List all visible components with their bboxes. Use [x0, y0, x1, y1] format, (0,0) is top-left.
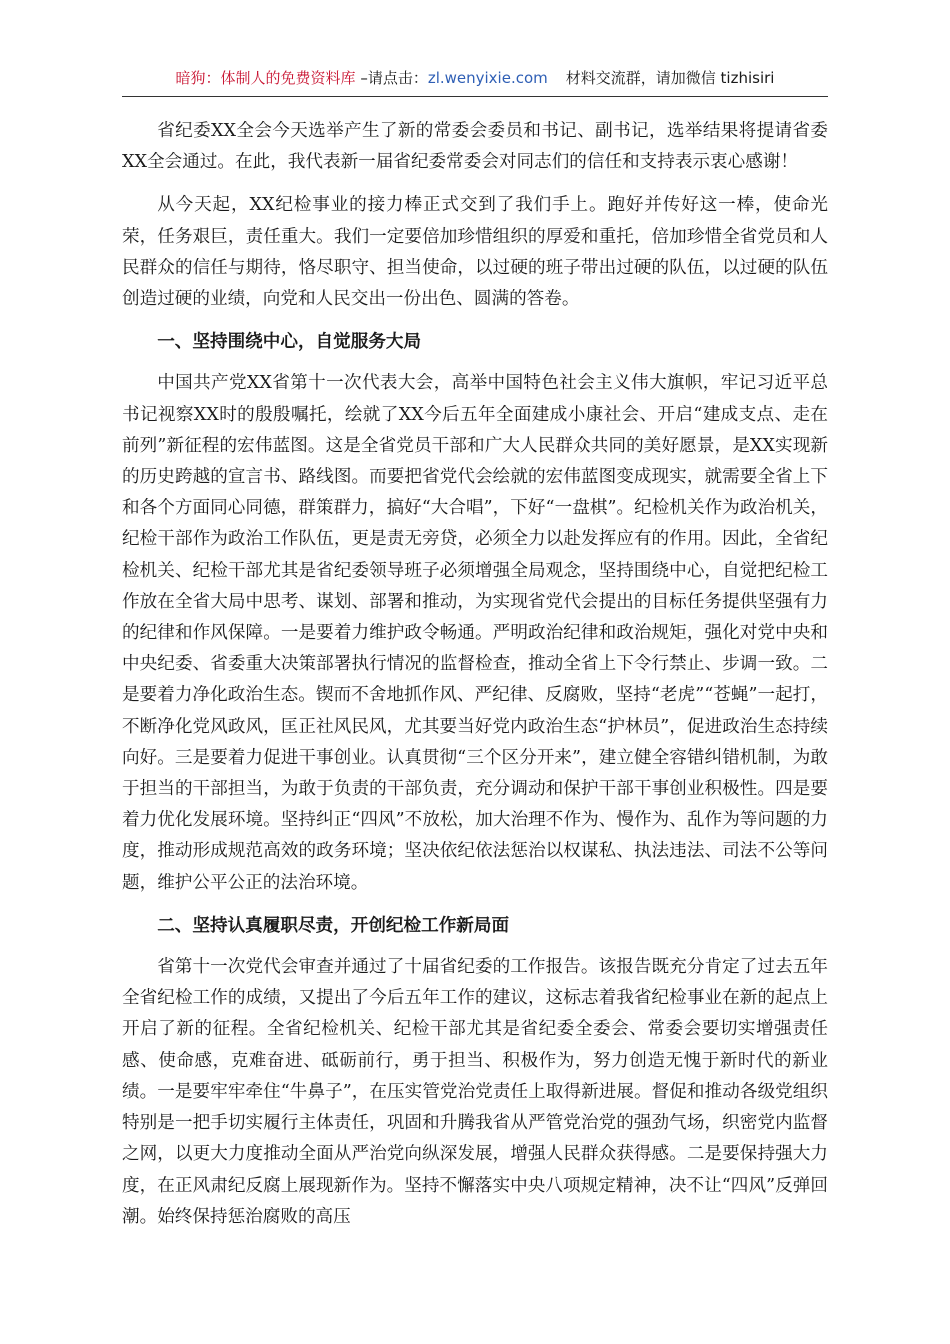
page-header [122, 66, 828, 97]
header-brand: 暗狗：体制人的免费资料库 [175, 69, 356, 87]
section-heading-2: 二、坚持认真履职尽责，开创纪检工作新局面 [157, 915, 510, 936]
section-1-paragraph: 中国共产党XX省第十一次代表大会，高举中国特色社会主义伟大旗帜，牢记习近平总书记视察XX时的殷殷嘱托，绘就了XX今后五年全面建成小康社会、开启“建成支点、走在前列”新征程的宏伟蓝图。这是全省党员干部和广大人民群众共同的美好愿景，是XX实现新的历史跨越的宣言书、路线图。而要把省党代会绘就的宏伟蓝图变成现实，就需要全省上下和各个方面同心同德，群策群力，搞好“大合唱”，下好“一盘棋”。纪检机关作为政治机关，纪检干部作为政治工作队伍，更是责无旁贷，必须全力以赴发挥应有的作用。因此，全省纪检机关、纪检干部尤其是省纪委领导班子必须增强全局观念，坚持围绕中心，自觉把纪检工作放在全省大局中思考、谋划、部署和推动，为实现省党代会提出的目标任务提供坚强有力的纪律和作风保障。一是要着力维护政令畅通。严明政治纪律和政治规矩，强化对党中央和中央纪委、省委重大决策部署执行情况的监督检查，推动全省上下令行禁止、步调一致。二是要着力净化政治生态。锲而不舍地抓作风、严纪律、反腐败，坚持“老虎”“苍蝇”一起打，不断净化党风政风，匡正社风民风，尤其要当好党内政治生态“护林员”，促进政治生态持续向好。三是要着力促进干事创业。认真贯彻“三个区分开来”，建立健全容错纠错机制，为敢于担当的干部担当，为敢于负责的干部负责，充分调动和保护干部干事创业积极性。四是要着力优化发展环境。坚持纠正“四风”不放松，加大治理不作为、慢作为、乱作为等问题的力度，推动形成规范高效的政务环境；坚决依纪依法惩治以权谋私、执法违法、司法不公等问题，维护公平公正的法治环境。 [122, 373, 828, 893]
header-prompt: –请点击： [355, 69, 428, 87]
section-2-paragraph: 省第十一次党代会审查并通过了十届省纪委的工作报告。该报告既充分肯定了过去五年全省纪检工作的成绩，又提出了今后五年工作的建议，这标志着我省纪检事业在新的起点上开启了新的征程。全省纪检机关、纪检干部尤其是省纪委全委会、常委会要切实增强责任感、使命感，克难奋进、砥砺前行，勇于担当、积极作为，努力创造无愧于新时代的新业绩。一是要牢牢牵住“牛鼻子”，在压实管党治党责任上取得新进展。督促和推动各级党组织特别是一把手切实履行主体责任，巩固和升腾我省从严管党治党的强劲气场，织密党内监督之网，以更大力度推动全面从严治党向纵深发展，增强人民群众获得感。二是要保持强大力度，在正风肃纪反腐上展现新作为。坚持不懈落实中央八项规定精神，决不让“四风”反弹回潮。始终保持惩治腐败的高压 [122, 957, 828, 1227]
header-contact: 材料交流群，请加微信 tizhisiri [565, 69, 775, 87]
header-link[interactable]: zl.wenyixie.com [427, 69, 548, 87]
intro-paragraph-2: 从今天起，XX纪检事业的接力棒正式交到了我们手上。跑好并传好这一棒，使命光荣，任务艰巨，责任重大。我们一定要倍加珍惜组织的厚爱和重托，倍加珍惜全省党员和人民群众的信任与期待，恪尽职守、担当使命，以过硬的班子带出过硬的队伍，以过硬的队伍创造过硬的业绩，向党和人民交出一份出色、圆满的答卷。 [122, 195, 828, 310]
intro-paragraph-1: 省纪委XX全会今天选举产生了新的常委会委员和书记、副书记，选举结果将提请省委XX全会通过。在此，我代表新一届省纪委常委会对同志们的信任和支持表示衷心感谢！ [122, 121, 828, 173]
section-heading-1: 一、坚持围绕中心，自觉服务大局 [157, 332, 422, 353]
document-body [122, 116, 828, 1245]
